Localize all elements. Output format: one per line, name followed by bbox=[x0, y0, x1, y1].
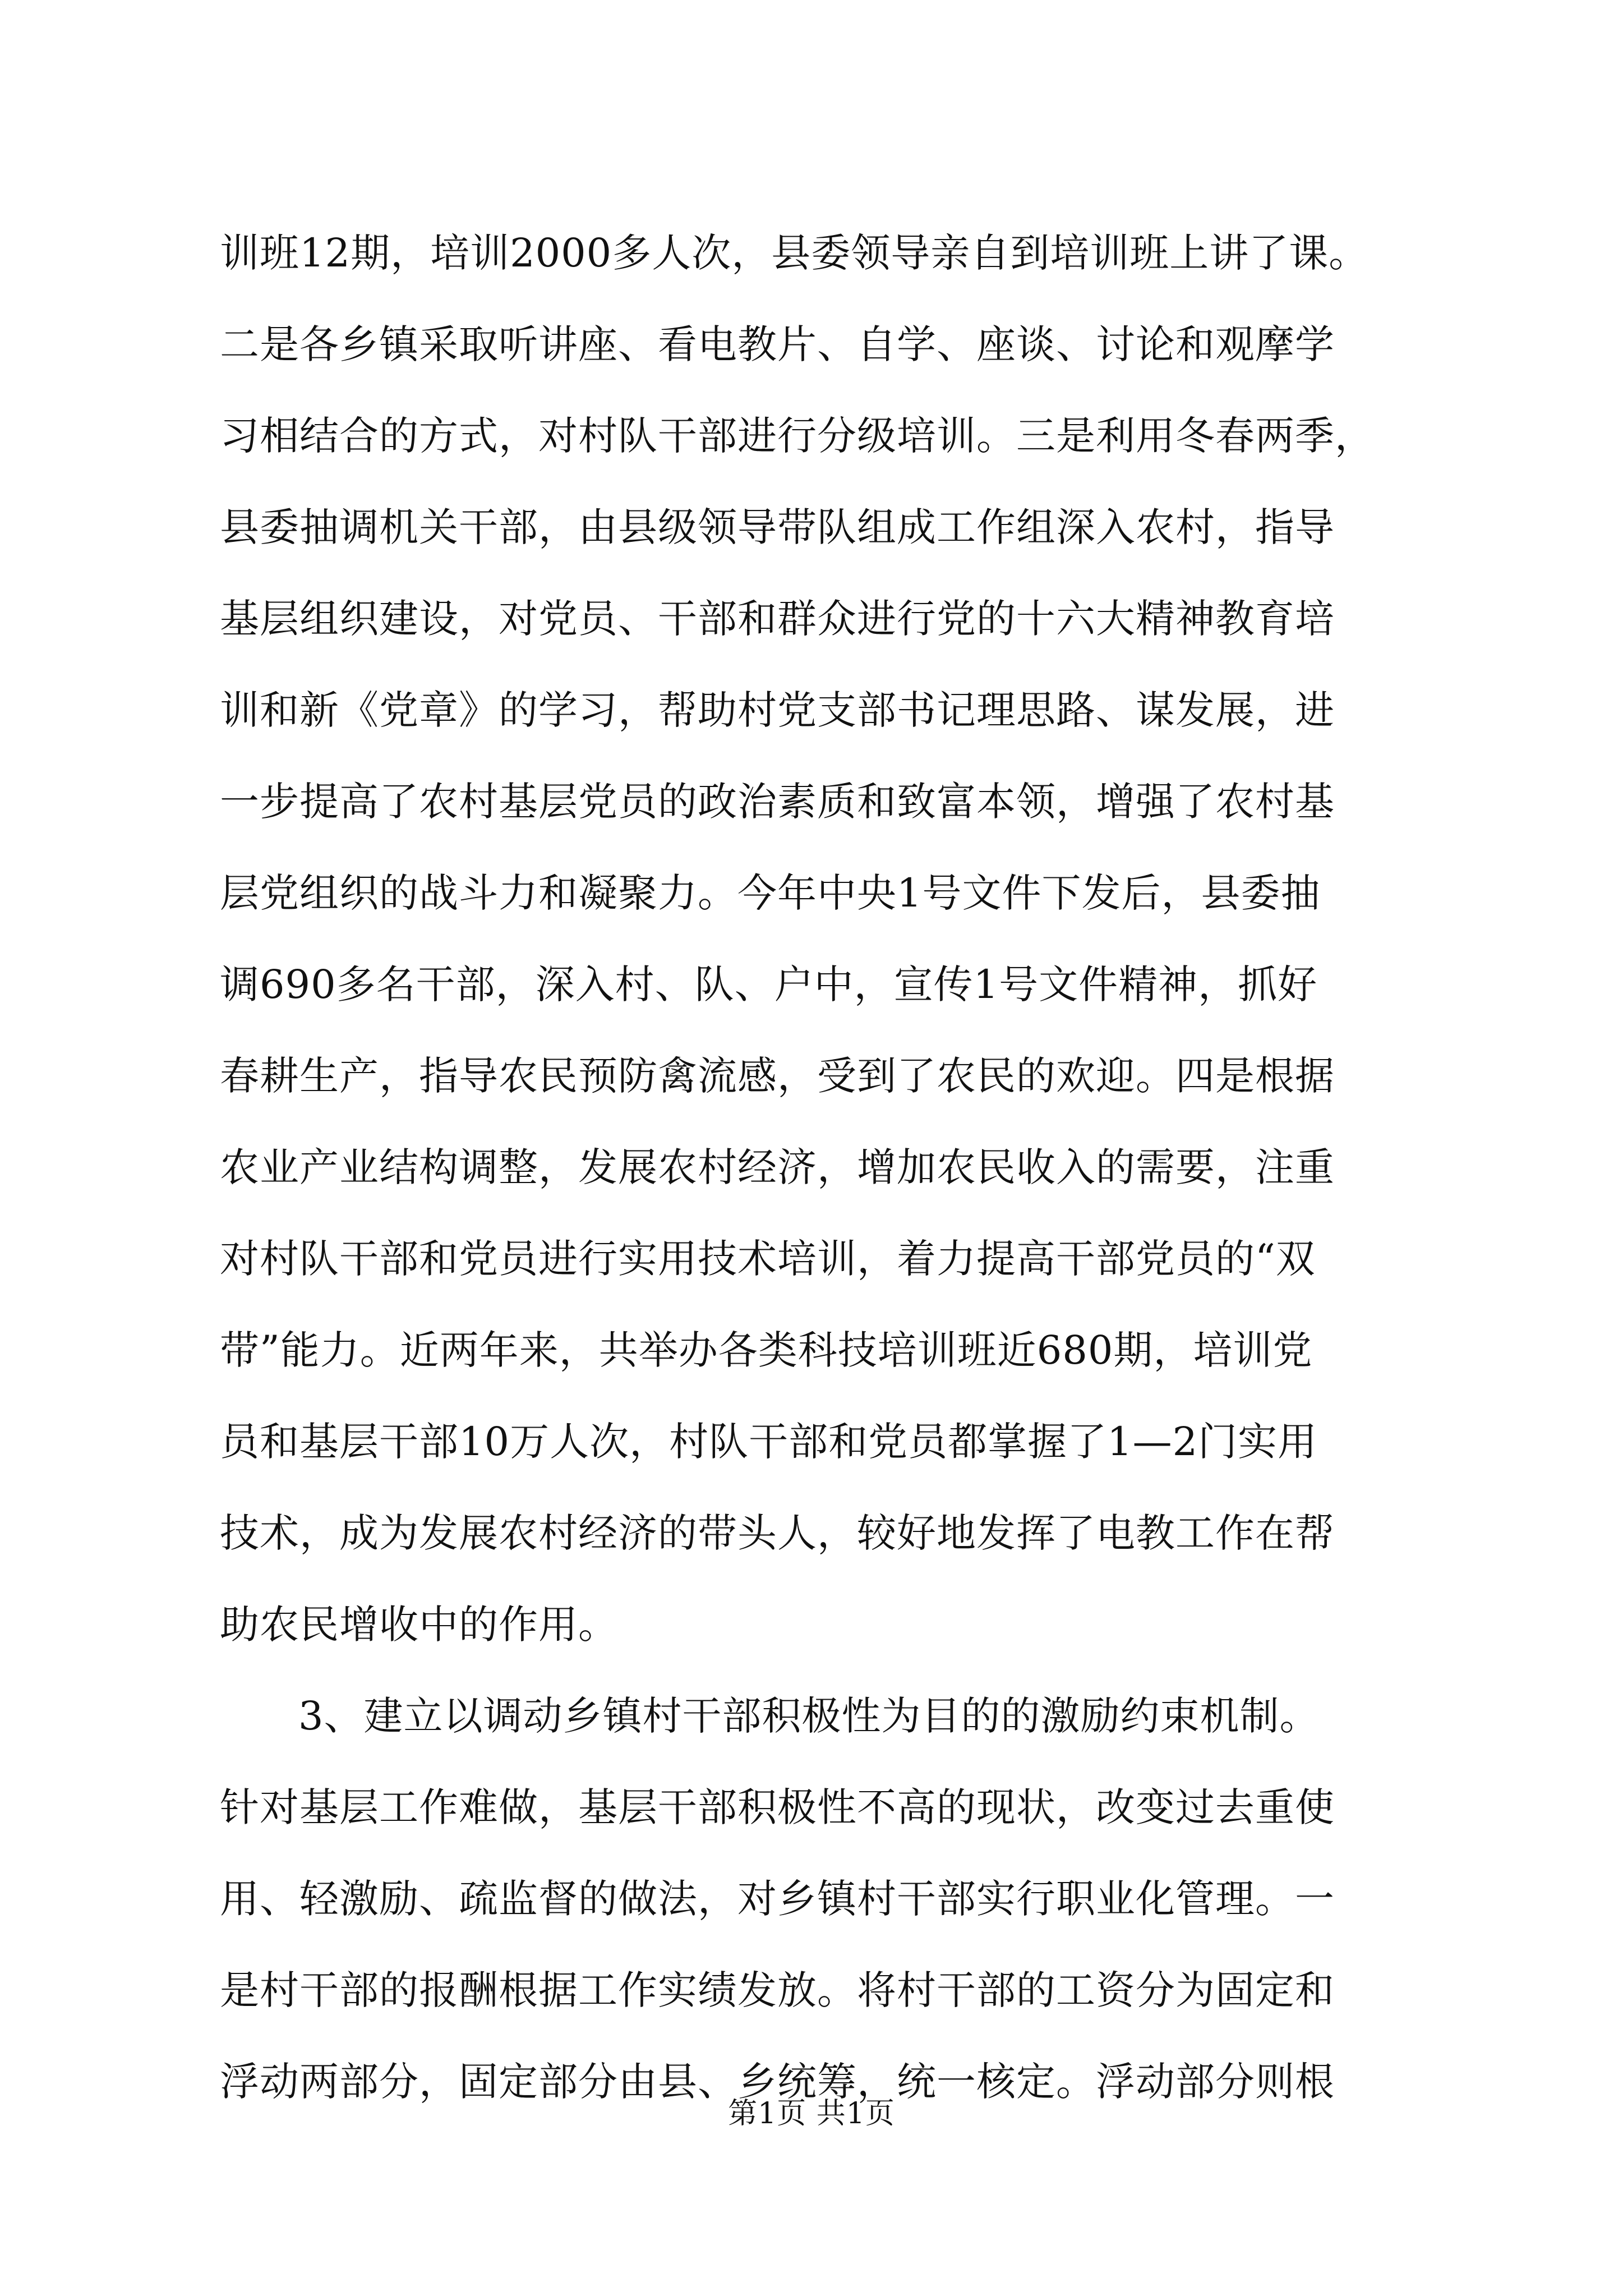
text-line: 调690多名干部，深入村、队、户中，宣传1号文件精神，抓好 bbox=[220, 961, 1318, 1007]
text-line: 员和基层干部10万人次，村队干部和党员都掌握了1—2门实用 bbox=[220, 1419, 1318, 1465]
text-line: 县委抽调机关干部，由县级领导带队组成工作组深入农村，指导 bbox=[220, 504, 1335, 550]
text-line: 针对基层工作难做，基层干部积极性不高的现状，改变过去重使 bbox=[220, 1784, 1335, 1830]
text-line: 用、轻激励、疏监督的做法，对乡镇村干部实行职业化管理。一 bbox=[220, 1876, 1335, 1922]
text-line: 训班12期，培训2000多人次，县委领导亲自到培训班上讲了课。 bbox=[220, 230, 1369, 276]
section-heading-line: 3、建立以调动乡镇村干部积极性为目的的激励约束机制。 bbox=[298, 1693, 1320, 1739]
text-line: 浮动两部分，固定部分由县、乡统筹，统一核定。浮动部分则根 bbox=[220, 2059, 1335, 2105]
document-body bbox=[220, 208, 1420, 2128]
text-line: 带”能力。近两年来，共举办各类科技培训班近680期，培训党 bbox=[220, 1327, 1313, 1373]
text-line: 是村干部的报酬根据工作实绩发放。将村干部的工资分为固定和 bbox=[220, 1967, 1335, 2013]
page-footer bbox=[0, 2091, 1623, 2136]
text-line: 技术，成为发展农村经济的带头人，较好地发挥了电教工作在帮 bbox=[220, 1510, 1335, 1556]
text-line: 一步提高了农村基层党员的政治素质和致富本领，增强了农村基 bbox=[220, 779, 1335, 825]
text-line: 基层组织建设，对党员、干部和群众进行党的十六大精神教育培 bbox=[220, 596, 1335, 642]
text-line: 对村队干部和党员进行实用技术培训，着力提高干部党员的“双 bbox=[220, 1236, 1316, 1282]
page-number-label: 第1页 共1页 bbox=[728, 2097, 895, 2131]
text-line: 助农民增收中的作用。 bbox=[220, 1602, 618, 1648]
text-line: 层党组织的战斗力和凝聚力。今年中央1号文件下发后，县委抽 bbox=[220, 870, 1321, 916]
text-line: 农业产业结构调整，发展农村经济，增加农民收入的需要，注重 bbox=[220, 1144, 1335, 1190]
text-line: 春耕生产，指导农民预防禽流感，受到了农民的欢迎。四是根据 bbox=[220, 1053, 1335, 1099]
text-line: 习相结合的方式，对村队干部进行分级培训。三是利用冬春两季， bbox=[220, 413, 1375, 459]
text-line: 二是各乡镇采取听讲座、看电教片、自学、座谈、讨论和观摩学 bbox=[220, 321, 1335, 367]
text-line: 训和新《党章》的学习，帮助村党支部书记理思路、谋发展，进 bbox=[220, 687, 1335, 733]
